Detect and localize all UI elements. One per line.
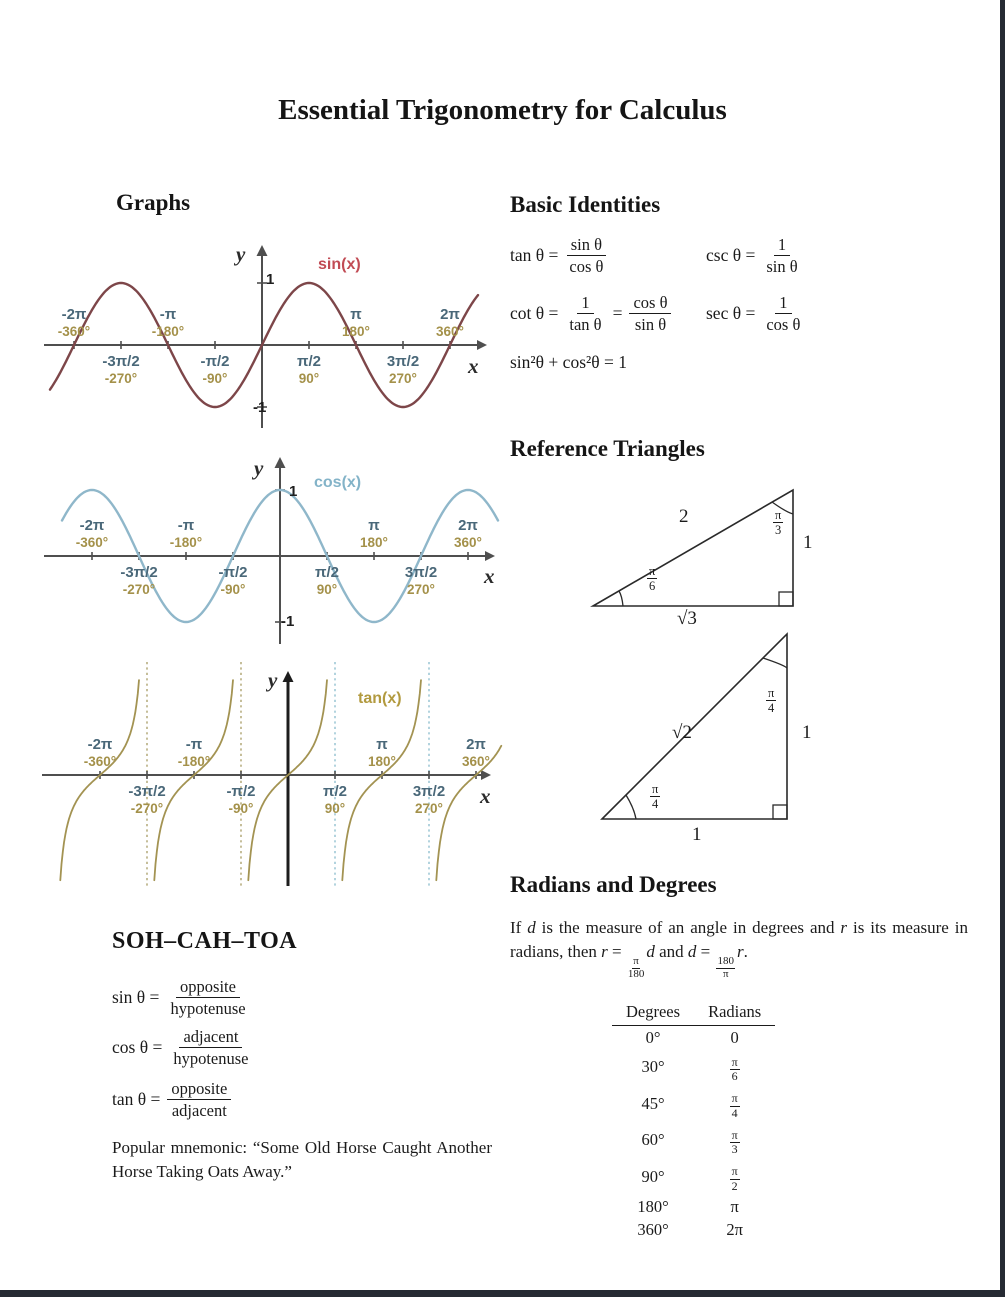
x-tick-label: [58, 306, 90, 340]
x-tick-radians: 3π/2: [412, 783, 446, 800]
degrees-cell: 360°: [637, 1219, 669, 1239]
angle-pi-over-3: π 3: [775, 508, 782, 538]
identity-sec-lhs: sec θ =: [706, 303, 756, 324]
side-label: 1: [802, 722, 812, 743]
x-tick-degrees: -270°: [122, 582, 156, 597]
degrees-column-header: Degrees: [612, 1002, 694, 1026]
x-tick-label: [315, 564, 339, 598]
fraction: $\frac{\text{sin θ}}{\text{cos θ}}$: [565, 234, 607, 277]
x-tick-degrees: -360°: [83, 754, 117, 769]
fraction: $\frac{1}{\text{cos θ}}$: [766, 293, 801, 335]
radians-cell: 0: [730, 1027, 739, 1047]
x-tick-radians: -2π: [87, 736, 113, 753]
y-axis-label: y: [254, 456, 264, 480]
identity-cot-equals: =: [612, 303, 623, 324]
x-tick-radians: -2π: [79, 517, 105, 534]
soh-cah-toa-heading: SOH–CAH–TOA: [112, 928, 298, 954]
degrees-cell: 180°: [637, 1196, 669, 1216]
inline-fraction: $\frac{180}{\pi}$: [717, 955, 734, 980]
x-tick-label: [201, 353, 230, 387]
identity-cot-lhs: cot θ =: [510, 303, 559, 324]
x-tick-label: [462, 736, 490, 770]
degrees-radians-row: [612, 1026, 775, 1050]
paragraph-segment: d: [687, 942, 697, 962]
page-edge-right: [1000, 0, 1005, 1297]
paragraph-segment: r: [601, 942, 608, 962]
x-tick-degrees: -360°: [75, 535, 109, 550]
x-tick-radians: π: [350, 306, 362, 323]
x-tick-degrees: -270°: [130, 801, 164, 816]
paragraph-segment: d: [646, 942, 655, 962]
x-tick-degrees: 360°: [436, 324, 464, 339]
paragraph-segment: r: [840, 918, 848, 937]
x-tick-degrees: 90°: [324, 801, 346, 816]
radians-cell: $\frac{\pi}{2}$: [731, 1164, 738, 1194]
x-tick-radians: -π: [159, 306, 177, 323]
triangle-30-60-90-drawing: [585, 466, 835, 636]
degrees-radians-row: [612, 1086, 775, 1123]
identity-cot: [510, 292, 671, 335]
x-tick-degrees: -180°: [177, 754, 211, 769]
reference-triangles-heading: Reference Triangles: [510, 436, 705, 461]
degrees-cell: 0°: [645, 1027, 661, 1047]
radians-degrees-heading: Radians and Degrees: [510, 872, 717, 897]
x-tick-degrees: -180°: [151, 324, 185, 339]
x-tick-radians: -3π/2: [128, 783, 166, 800]
radians-cell: $\frac{\pi}{6}$: [731, 1054, 738, 1084]
x-tick-label: [128, 783, 165, 817]
x-tick-label: [102, 353, 139, 387]
paragraph-segment: =: [607, 942, 626, 962]
x-tick-degrees: 270°: [389, 371, 417, 386]
soh-sin-lhs: sin θ =: [112, 987, 160, 1008]
paragraph-segment: d: [527, 918, 536, 937]
soh-row-tan: [112, 1078, 231, 1121]
hypotenuse-label: √2: [672, 722, 692, 743]
x-tick-label: [436, 306, 464, 340]
sin-function-label: sin(x): [318, 256, 361, 273]
x-tick-label: [413, 783, 445, 817]
y-max-label: 1: [289, 483, 298, 500]
degrees-cell: 30°: [641, 1057, 665, 1077]
x-tick-degrees: 90°: [298, 371, 320, 386]
fraction: $\frac{\text{opposite}}{\text{hypotenuse}}$: [170, 977, 246, 1019]
x-axis-label: x: [480, 784, 491, 808]
base-label: 1: [692, 824, 702, 845]
x-tick-radians: -π: [185, 736, 203, 753]
y-axis-label: y: [268, 668, 278, 692]
x-tick-radians: π/2: [323, 783, 347, 800]
soh-row-cos: [112, 1026, 253, 1069]
y-max-label: 1: [266, 271, 275, 288]
x-tick-label: [120, 564, 157, 598]
graphs-heading: Graphs: [116, 190, 191, 215]
hypotenuse-label: 2: [679, 506, 689, 527]
inline-fraction: $\frac{\pi}{180}$: [627, 955, 645, 980]
identity-tan: [510, 234, 607, 277]
y-min-label: -1: [281, 613, 295, 630]
identity-sec: [706, 292, 804, 335]
y-axis-label: y: [236, 242, 246, 266]
side-label: 1: [803, 532, 813, 553]
paragraph-segment: is the measure of an angle in degrees and: [535, 918, 841, 937]
degrees-radians-row: [612, 1159, 775, 1196]
degrees-cell: 45°: [641, 1093, 665, 1113]
cos-function-label: cos(x): [314, 474, 362, 491]
x-tick-radians: π/2: [315, 564, 339, 581]
x-tick-degrees: -270°: [104, 371, 138, 386]
radians-cell: π: [730, 1196, 739, 1216]
degrees-cell: 90°: [641, 1167, 665, 1187]
x-tick-radians: π/2: [297, 353, 321, 370]
x-tick-degrees: 360°: [462, 754, 490, 769]
x-tick-degrees: -90°: [202, 371, 228, 386]
paragraph-segment: is its measure in radians, then: [510, 918, 968, 962]
x-tick-label: [342, 306, 370, 340]
x-tick-degrees: 90°: [316, 582, 338, 597]
paragraph-segment: .: [743, 942, 748, 962]
tan-function-label: tan(x): [358, 690, 402, 707]
x-tick-degrees: -360°: [57, 324, 91, 339]
x-tick-radians: 3π/2: [386, 353, 420, 370]
soh-row-sin: [112, 976, 250, 1019]
y-min-label: -1: [253, 399, 267, 416]
x-tick-label: [323, 783, 347, 817]
x-tick-label: [227, 783, 256, 817]
x-tick-label: [178, 736, 210, 770]
x-tick-label: [76, 517, 108, 551]
radians-column-header: Radians: [694, 1002, 775, 1026]
x-tick-degrees: 180°: [360, 535, 388, 550]
soh-cos-lhs: cos θ =: [112, 1037, 163, 1058]
mnemonic-text: Popular mnemonic: “Some Old Horse Caught Another Horse Taking Oats Away.”: [112, 1138, 492, 1182]
x-axis-label: x: [468, 354, 479, 378]
x-tick-radians: -π/2: [218, 564, 248, 581]
x-tick-label: [84, 736, 116, 770]
base-label: √3: [677, 608, 697, 629]
angle-pi-over-6: π 6: [649, 564, 656, 594]
x-tick-label: [219, 564, 248, 598]
x-tick-radians: π: [368, 517, 380, 534]
x-tick-radians: 2π: [440, 306, 460, 323]
x-tick-degrees: 360°: [454, 535, 482, 550]
angle-pi-over-4-top: π 4: [768, 686, 775, 716]
x-tick-label: [454, 517, 482, 551]
reference-triangle-45-45-90: [592, 626, 842, 856]
x-tick-label: [297, 353, 321, 387]
x-tick-radians: 2π: [466, 736, 486, 753]
paragraph-segment: =: [696, 942, 715, 962]
identity-pythagorean: sin²θ + cos²θ = 1: [510, 352, 627, 372]
x-axis-label: x: [484, 564, 495, 588]
fraction: $\frac{1}{\text{tan θ}}$: [569, 293, 602, 335]
x-tick-radians: π: [376, 736, 388, 753]
reference-triangle-30-60-90: [585, 466, 835, 636]
paragraph-segment: and: [654, 942, 688, 962]
x-tick-label: [152, 306, 184, 340]
radians-cell: $\frac{\pi}{4}$: [731, 1091, 738, 1120]
degrees-radians-row: [612, 1049, 775, 1086]
page-edge-bottom: [0, 1290, 1005, 1297]
identity-csc: [706, 234, 802, 277]
x-tick-radians: -2π: [61, 306, 87, 323]
tan-graph: [30, 656, 508, 890]
identity-tan-lhs: tan θ =: [510, 245, 559, 266]
radians-cell: $\frac{\pi}{3}$: [731, 1127, 738, 1157]
x-tick-degrees: 270°: [415, 801, 443, 816]
x-tick-radians: -3π/2: [102, 353, 140, 370]
fraction: $\frac{\text{opposite}}{\text{adjacent}}$: [167, 1078, 231, 1121]
degrees-radians-row: [612, 1195, 775, 1218]
x-tick-radians: -3π/2: [120, 564, 158, 581]
identity-csc-lhs: csc θ =: [706, 245, 756, 266]
x-tick-radians: -π: [177, 517, 195, 534]
cos-graph: [30, 452, 508, 654]
fraction: $\frac{\text{adjacent}}{\text{hypotenuse}}$: [173, 1027, 249, 1069]
x-tick-label: [387, 353, 419, 387]
degrees-radians-row: [612, 1122, 775, 1159]
fraction: $\frac{1}{\text{sin θ}}$: [766, 235, 798, 277]
x-tick-radians: -π/2: [226, 783, 256, 800]
x-tick-label: [360, 517, 388, 551]
x-tick-degrees: -90°: [228, 801, 254, 816]
fraction: $\frac{\text{cos θ}}{\text{sin θ}}$: [629, 292, 671, 335]
paragraph-segment: r: [736, 942, 744, 962]
x-tick-label: [170, 517, 202, 551]
x-tick-label: [405, 564, 437, 598]
radians-degrees-paragraph: [510, 916, 968, 980]
degrees-radians-row: [612, 1218, 775, 1241]
paragraph-segment: If: [510, 918, 528, 937]
basic-identities-heading: Basic Identities: [510, 192, 661, 217]
degrees-radians-table: [612, 1002, 775, 1241]
x-tick-radians: -π/2: [200, 353, 230, 370]
x-tick-degrees: 180°: [368, 754, 396, 769]
x-tick-degrees: -180°: [169, 535, 203, 550]
x-tick-radians: 2π: [458, 517, 478, 534]
x-tick-degrees: 180°: [342, 324, 370, 339]
page-title: Essential Trigonometry for Calculus: [278, 94, 727, 126]
radians-cell: 2π: [726, 1219, 743, 1239]
angle-pi-over-4-bottom: π 4: [652, 782, 659, 812]
soh-tan-lhs: tan θ =: [112, 1089, 161, 1110]
x-tick-label: [368, 736, 396, 770]
x-tick-radians: 3π/2: [404, 564, 438, 581]
degrees-cell: 60°: [641, 1130, 665, 1150]
sin-graph: [28, 238, 500, 440]
x-tick-degrees: -90°: [220, 582, 246, 597]
x-tick-degrees: 270°: [407, 582, 435, 597]
